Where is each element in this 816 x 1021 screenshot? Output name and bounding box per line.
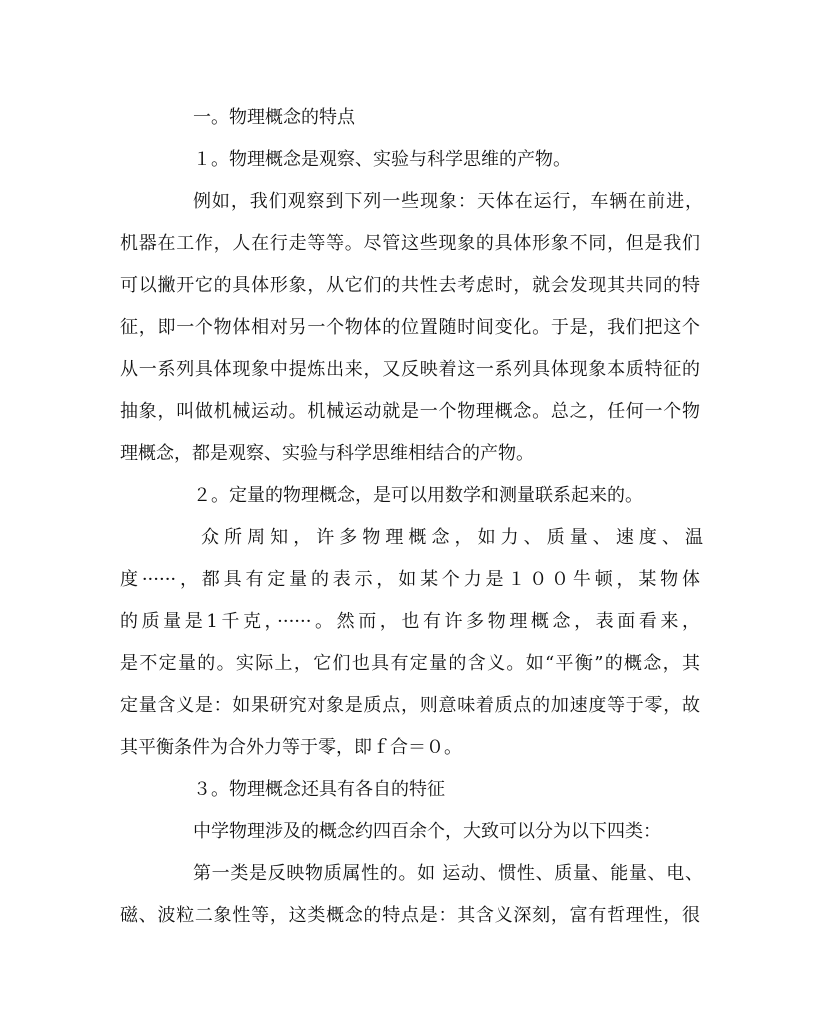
- paragraph-line: 众所周知，许多物理概念，如力、质量、速度、温: [201, 527, 703, 548]
- paragraph-line: 第一类是反映物质属性的。如 运动、惯性、质量、能量、电、: [193, 863, 703, 884]
- paragraph-line: 磁、波粒二象性等，这类概念的特点是：其含义深刻，富有哲理性，很: [120, 905, 700, 926]
- paragraph-line: 是不定量的。实际上，它们也具有定量的含义。如“平衡”的概念，其: [120, 653, 700, 674]
- paragraph-line: 度······，都具有定量的表示，如某个力是１００牛顿，某物体: [120, 569, 700, 590]
- section-3-title: ３。物理概念还具有各自的特征: [193, 779, 445, 800]
- paragraph-line: 从一系列具体现象中提炼出来，又反映着这一系列具体现象本质特征的: [120, 359, 700, 380]
- section-2-title: ２。定量的物理概念，是可以用数学和测量联系起来的。: [193, 485, 643, 506]
- paragraph-line: 定量含义是：如果研究对象是质点，则意味着质点的加速度等于零，故: [120, 695, 700, 716]
- paragraph-line: 机器在工作，人在行走等等。尽管这些现象的具体形象不同，但是我们: [120, 233, 700, 254]
- section-1-title: １。物理概念是观察、实验与科学思维的产物。: [193, 149, 571, 170]
- paragraph-line: 的质量是1千克，······。然而，也有许多物理概念，表面看来，: [120, 611, 700, 632]
- paragraph-line: 例如，我们观察到下列一些现象：天体在运行，车辆在前进，: [193, 191, 703, 212]
- paragraph-line: 征，即一个物体相对另一个物体的位置随时间变化。于是，我们把这个: [120, 317, 700, 338]
- paragraph-line: 可以撇开它的具体形象，从它们的共性去考虑时，就会发现其共同的特: [120, 275, 700, 296]
- paragraph-line: 抽象，叫做机械运动。机械运动就是一个物理概念。总之，任何一个物: [120, 401, 700, 422]
- paragraph-line: 理概念，都是观察、实验与科学思维相结合的产物。: [120, 443, 534, 464]
- paragraph-line: 其平衡条件为合外力等于零，即ｆ合＝０。: [120, 737, 462, 758]
- paragraph-line: 中学物理涉及的概念约四百余个，大致可以分为以下四类：: [193, 821, 661, 842]
- section-heading: 一。物理概念的特点: [193, 107, 355, 128]
